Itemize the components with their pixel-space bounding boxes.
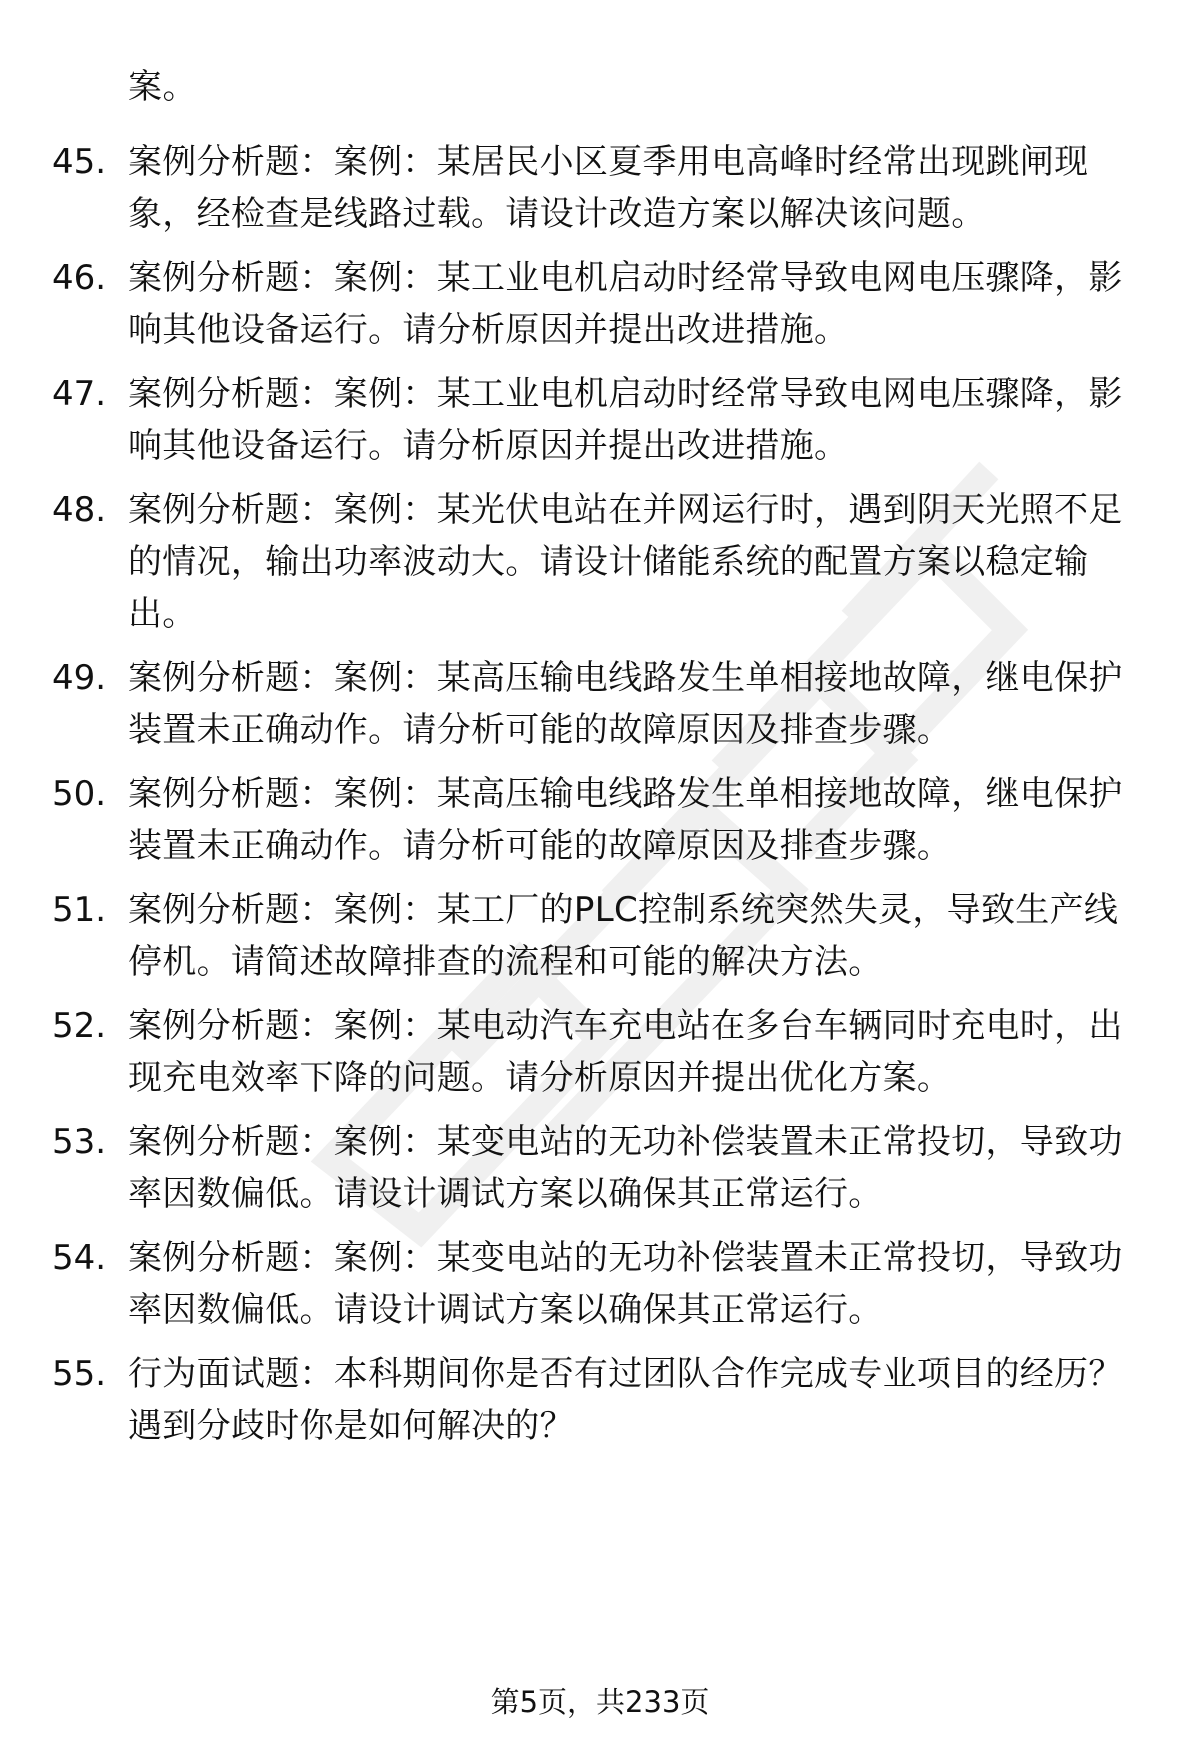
- question-text: 案例分析题：案例：某光伏电站在并网运行时，遇到阴天光照不足的情况，输出功率波动大。请设计储能系统的配置方案以稳定输出。: [128, 490, 1123, 634]
- question-number: 46.: [52, 258, 107, 298]
- question-number: 54.: [52, 1238, 107, 1278]
- question-text: 案例分析题：案例：某变电站的无功补偿装置未正常投切，导致功率因数偏低。请设计调试方案以确保其正常运行。: [128, 1238, 1123, 1330]
- question-number: 45.: [52, 142, 107, 182]
- question-number: 50.: [52, 774, 107, 814]
- question-number: 55.: [52, 1354, 107, 1394]
- question-text: 案例分析题：案例：某变电站的无功补偿装置未正常投切，导致功率因数偏低。请设计调试方案以确保其正常运行。: [128, 1122, 1123, 1214]
- question-number: 49.: [52, 658, 107, 698]
- question-text: 案例分析题：案例：某工厂的PLC控制系统突然失灵，导致生产线停机。请简述故障排查的流程和可能的解决方法。: [128, 890, 1119, 982]
- question-text: 案例分析题：案例：某工业电机启动时经常导致电网电压骤降，影响其他设备运行。请分析原因并提出改进措施。: [128, 258, 1123, 350]
- question-number: 47.: [52, 374, 107, 414]
- continued-text: 案。: [128, 67, 197, 107]
- page-footer: 第5页，共233页: [490, 1685, 710, 1719]
- question-text: 案例分析题：案例：某高压输电线路发生单相接地故障，继电保护装置未正确动作。请分析可能的故障原因及排查步骤。: [128, 658, 1123, 750]
- question-text: 案例分析题：案例：某居民小区夏季用电高峰时经常出现跳闸现象，经检查是线路过载。请设计改造方案以解决该问题。: [128, 142, 1089, 234]
- question-text: 案例分析题：案例：某工业电机启动时经常导致电网电压骤降，影响其他设备运行。请分析原因并提出改进措施。: [128, 374, 1123, 466]
- question-text: 案例分析题：案例：某高压输电线路发生单相接地故障，继电保护装置未正确动作。请分析可能的故障原因及排查步骤。: [128, 774, 1123, 866]
- question-number: 48.: [52, 490, 107, 530]
- question-text: 案例分析题：案例：某电动汽车充电站在多台车辆同时充电时，出现充电效率下降的问题。请分析原因并提出优化方案。: [128, 1006, 1123, 1098]
- question-number: 53.: [52, 1122, 107, 1162]
- question-text: 行为面试题：本科期间你是否有过团队合作完成专业项目的经历？遇到分歧时你是如何解决的？: [128, 1354, 1123, 1446]
- question-number: 52.: [52, 1006, 107, 1046]
- question-number: 51.: [52, 890, 107, 930]
